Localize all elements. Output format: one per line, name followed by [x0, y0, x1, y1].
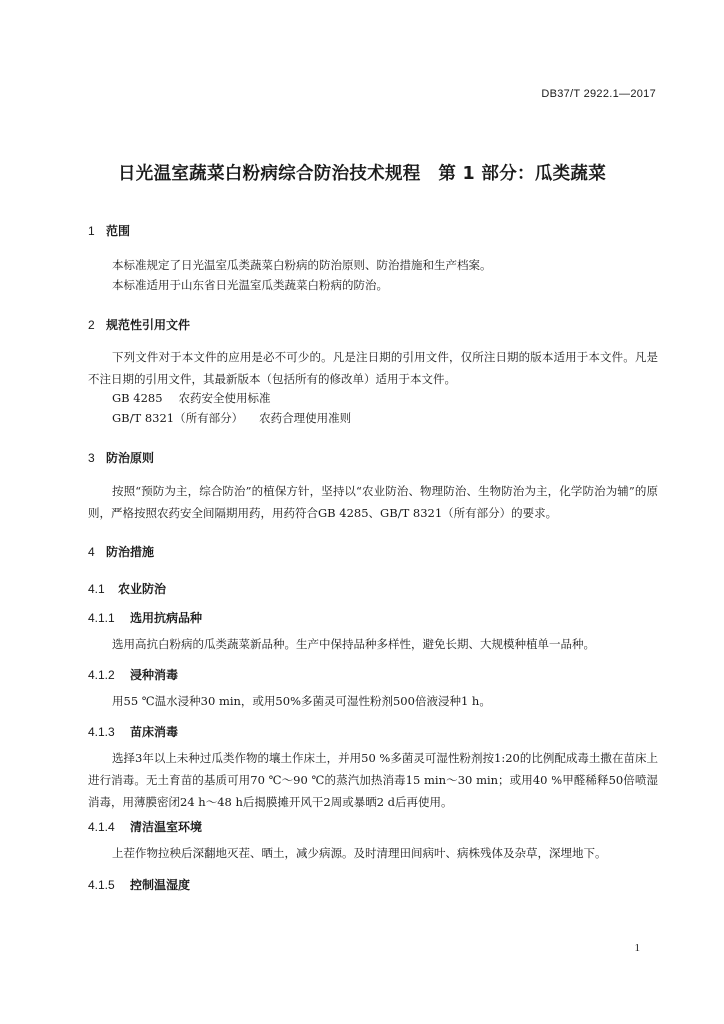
section-number: 4.1.3: [88, 725, 115, 739]
section-number: 4: [88, 545, 95, 559]
section-number: 4.1.1: [88, 611, 115, 625]
paragraph: 选择3年以上未种过瓜类作物的壤土作床土，并用50 %多菌灵可湿性粉剂按1:20的比例配成毒土撒在苗床上进行消毒。无土育苗的基质可用70 ℃～90 ℃的蒸汽加热消毒15 min～30 min；或用40 %甲醛稀释50倍喷湿消毒，用薄膜密闭24 h～48 h后揭膜摊开风干2周或暴晒2 d后再使用。: [88, 751, 658, 809]
reference-code: GB/T 8321（所有部分）: [112, 411, 244, 425]
section-1-heading: [88, 222, 130, 239]
section-title: 选用抗病品种: [130, 611, 203, 625]
paragraph: 选用高抗白粉病的瓜类蔬菜新品种。生产中保持品种多样性，避免长期、大规模种植单一品种。: [112, 637, 595, 651]
standard-code: DB37/T 2922.1—2017: [541, 88, 656, 100]
paragraph: 用55 ℃温水浸种30 min，或用50%多菌灵可湿性粉剂500倍液浸种1 h。: [112, 694, 491, 708]
section-number: 4.1: [88, 582, 105, 596]
paragraph: 本标准适用于山东省日光温室瓜类蔬菜白粉病的防治。: [112, 278, 388, 292]
subsection-4-1-2-heading: [88, 666, 178, 683]
section-title: 清洁温室环境: [130, 820, 203, 834]
subsection-4-1-4-heading: [88, 818, 202, 835]
section-title: 农业防治: [118, 582, 167, 596]
section-title: 防治措施: [106, 545, 155, 559]
section-4-heading: [88, 543, 154, 560]
subsection-4-1-5-heading: [88, 876, 190, 893]
section-number: 3: [88, 451, 95, 465]
document-title: 日光温室蔬菜白粉病综合防治技术规程 第 1 部分：瓜类蔬菜: [117, 164, 607, 184]
subsection-4-1-heading: [88, 580, 166, 597]
reference-item: [112, 390, 271, 406]
section-3-heading: [88, 449, 154, 466]
section-number: 4.1.5: [88, 878, 115, 892]
paragraph: 上茬作物拉秧后深翻地灭茬、晒土，减少病源。及时清理田间病叶、病株残体及杂草，深埋地下。: [112, 846, 607, 860]
paragraph: 本标准规定了日光温室瓜类蔬菜白粉病的防治原则、防治措施和生产档案。: [112, 258, 492, 272]
paragraph: 按照“预防为主，综合防治”的植保方针，坚持以“农业防治、物理防治、生物防治为主，化学防治为辅”的原则，严格按照农药安全间隔期用药，用药符合GB 4285、GB/T 8321（所有部分）的要求。: [88, 484, 658, 520]
reference-name: 农药合理使用准则: [259, 411, 352, 425]
section-2-heading: [88, 316, 190, 333]
section-title: 范围: [106, 224, 131, 238]
page-number: 1: [634, 942, 640, 954]
section-title: 控制温湿度: [130, 878, 191, 892]
section-title: 浸种消毒: [130, 668, 179, 682]
subsection-4-1-3-heading: [88, 723, 178, 740]
subsection-4-1-1-heading: [88, 609, 202, 626]
section-number: 1: [88, 224, 95, 238]
reference-code: GB 4285: [112, 391, 163, 405]
section-title: 规范性引用文件: [106, 318, 191, 332]
section-number: 2: [88, 318, 95, 332]
paragraph: 下列文件对于本文件的应用是必不可少的。凡是注日期的引用文件，仅所注日期的版本适用于本文件。凡是不注日期的引用文件，其最新版本（包括所有的修改单）适用于本文件。: [88, 350, 658, 386]
section-title: 苗床消毒: [130, 725, 179, 739]
section-number: 4.1.4: [88, 820, 115, 834]
reference-item: [112, 410, 351, 426]
section-number: 4.1.2: [88, 668, 115, 682]
section-title: 防治原则: [106, 451, 155, 465]
reference-name: 农药安全使用标准: [178, 391, 271, 405]
